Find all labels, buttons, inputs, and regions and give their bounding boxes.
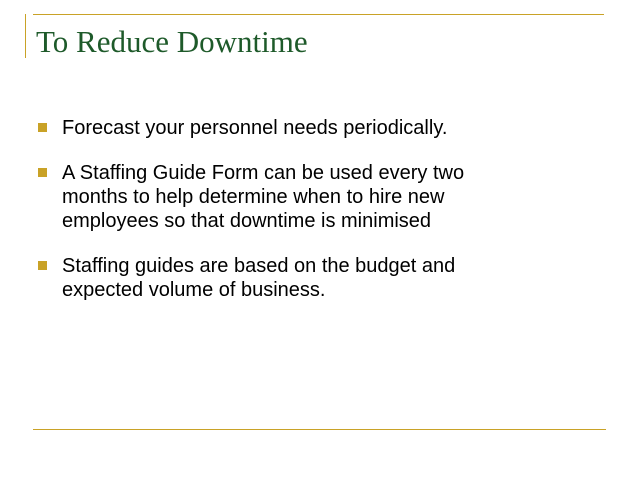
bullet-list	[38, 116, 578, 323]
bullet-line: expected volume of business.	[62, 279, 326, 301]
bullet-item	[38, 116, 578, 140]
bullet-line: Forecast your personnel needs periodically.	[62, 117, 448, 139]
square-bullet-icon	[38, 168, 47, 177]
bullet-line: employees so that downtime is minimised	[62, 210, 432, 232]
bullet-text	[62, 116, 447, 140]
bottom-divider	[33, 429, 606, 430]
top-divider	[33, 14, 604, 15]
slide-title: To Reduce Downtime	[36, 24, 308, 59]
square-bullet-icon	[38, 261, 47, 270]
title-accent-line	[25, 14, 26, 58]
bullet-text	[62, 161, 464, 233]
bullet-line: Staffing guides are based on the budget and	[62, 255, 456, 277]
bullet-item	[38, 254, 578, 302]
square-bullet-icon	[38, 123, 47, 132]
bullet-item	[38, 161, 578, 233]
bullet-line: months to help determine when to hire new	[62, 186, 445, 208]
bullet-text	[62, 254, 455, 302]
bullet-line: A Staffing Guide Form can be used every two	[62, 162, 465, 184]
